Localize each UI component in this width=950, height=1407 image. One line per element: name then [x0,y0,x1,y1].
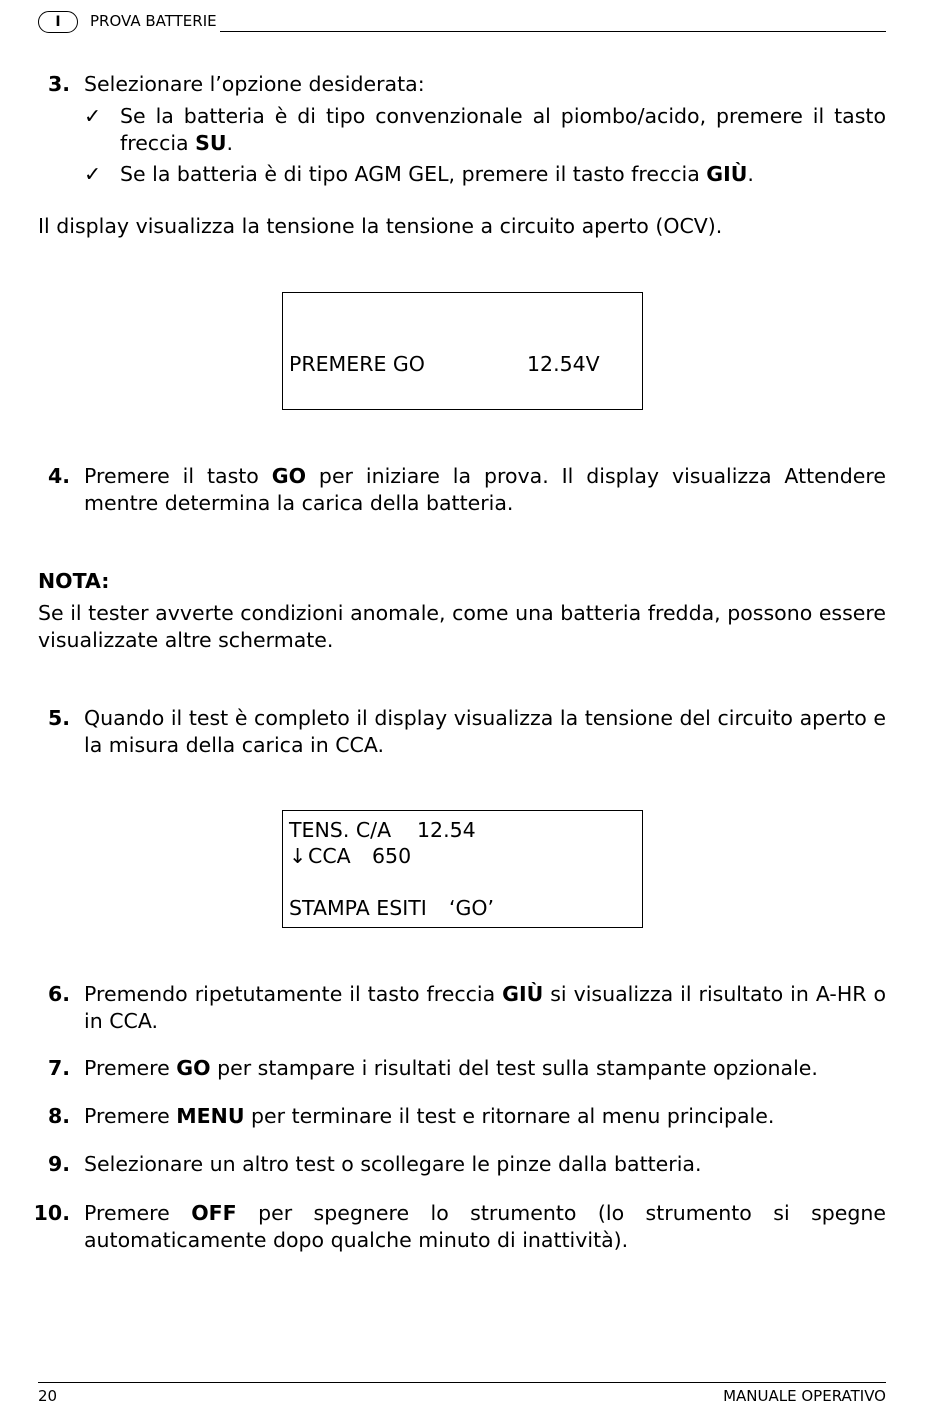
display-1-label: PREMERE GO [289,352,425,376]
key-down: GIÙ [706,162,748,186]
step-6-text: Premendo ripetutamente il tasto freccia GIÙ si visualizza il risultato in A-HR o in CCA. [84,982,887,1033]
display-1-voltage: 12.54V [527,352,600,376]
step-9-number: 9. [47,1152,70,1176]
note-title: NOTA: [38,569,110,593]
page-number: 20 [38,1387,58,1405]
language-badge: I [38,11,78,33]
display-2-ocv-label: TENS. C/A [289,818,392,842]
step-5-text: Quando il test è completo il display visualizza la tensione del circuito aperto e la misura della carica in CCA. [84,706,886,757]
option-agm-gel: Se la batteria è di tipo AGM GEL, premere il tasto freccia GIÙ. [120,162,754,186]
display-screen-2 [282,810,643,928]
key-down: GIÙ [502,982,544,1006]
checkmark-icon: ✓ [84,162,102,186]
note-text: Se il tester avverte condizioni anomale, come una batteria fredda, possono essere visualizzate altre schermate. [38,601,886,652]
down-arrow-icon: ↓ [289,844,307,868]
step-8-text: Premere MENU per terminare il test e ritornare al menu principale. [84,1104,775,1128]
step-8-number: 8. [47,1104,70,1128]
display-2-print-label: STAMPA ESITI [289,896,427,920]
step-10-text: Premere OFF per spegnere lo strumento (lo strumento si spegne automaticamente dopo qualche minuto di inattività). [84,1201,887,1252]
header-divider [220,31,886,32]
step-9-text: Selezionare un altro test o scollegare le pinze dalla batteria. [84,1152,702,1176]
option-conventional: Se la batteria è di tipo convenzionale al piombo/acido, premere il tasto freccia SU. [120,104,886,155]
display-screen-1 [282,292,643,410]
step-3-number: 3. [47,72,70,96]
checkmark-icon: ✓ [84,104,102,128]
key-up: SU [195,131,227,155]
display-2-cca-value: 650 [372,844,412,868]
step-6-number: 6. [47,982,70,1006]
key-go: GO [176,1056,211,1080]
step-10-number: 10. [33,1201,70,1225]
step-7-number: 7. [47,1056,70,1080]
footer-divider [38,1382,886,1383]
display-2-cca-label: CCA [308,844,351,868]
step-4-text: Premere il tasto GO per iniziare la prova. Il display visualizza Attendere mentre determina la carica della batteria. [84,464,886,515]
key-go: GO [271,464,307,488]
key-menu: MENU [176,1104,245,1128]
step-4-number: 4. [47,464,70,488]
key-off: OFF [191,1201,237,1225]
step-3-text: Selezionare l’opzione desiderata: [84,72,425,96]
ocv-paragraph: Il display visualizza la tensione la tensione a circuito aperto (OCV). [38,214,723,238]
display-2-print-key: ‘GO’ [449,896,495,920]
display-2-ocv-value: 12.54 [417,818,476,842]
step-7-text: Premere GO per stampare i risultati del test sulla stampante opzionale. [84,1056,818,1080]
section-title: PROVA BATTERIE [90,12,217,30]
manual-title: MANUALE OPERATIVO [723,1387,886,1405]
step-5-number: 5. [47,706,70,730]
